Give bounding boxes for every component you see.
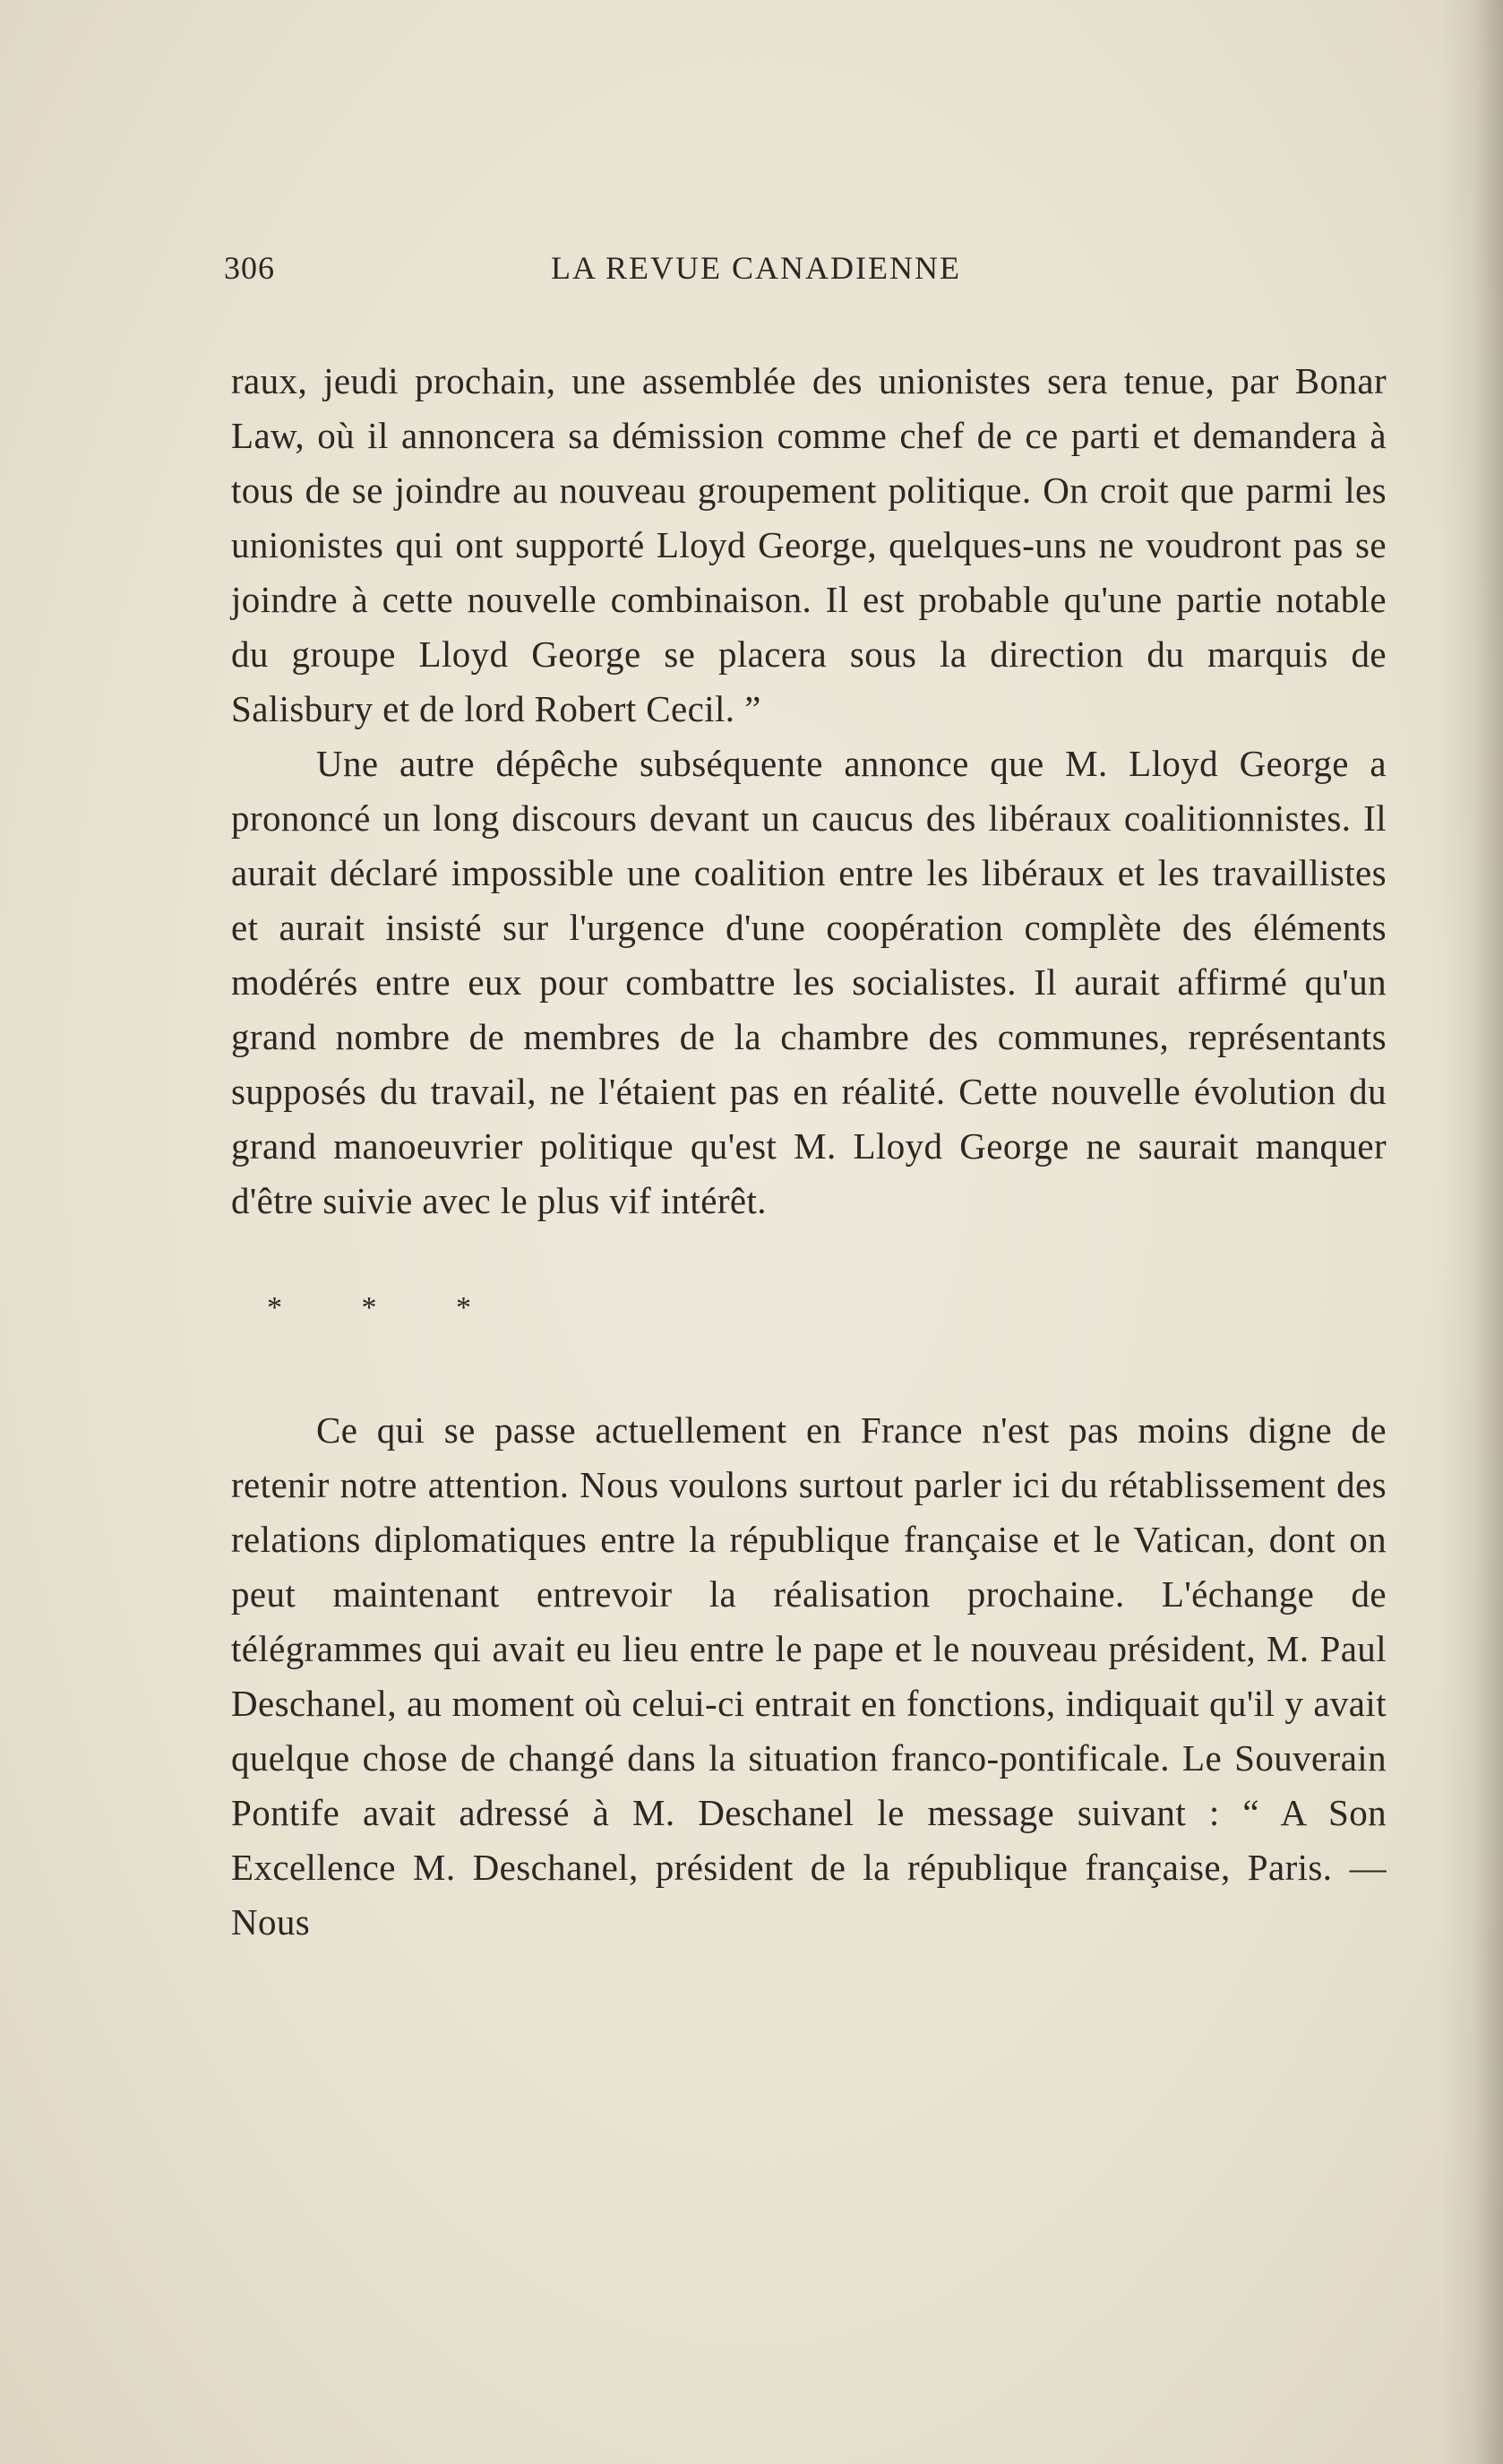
running-head: LA REVUE CANADIENNE bbox=[551, 250, 961, 286]
section-separator: * * * bbox=[267, 1291, 507, 1324]
paragraph: Une autre dépêche subséquente annonce que M. Lloyd George a prononcé un long discours devant un caucus des libéraux coalitionnistes. Il aurait déclaré impossible une coalition entre les libéraux et les travaillistes et aurait insisté sur l'urgence d'une coopération complète des éléments modérés entre eux pour combattre les socialistes. Il aurait affirmé qu'un grand nombre de membres de la chambre des communes, représentants supposés du travail, ne l'étaient pas en réalité. Cette nouvelle évolution du grand manoeuvrier politique qu'est M. Lloyd George ne saurait manquer d'être suivie avec le plus vif intérêt. bbox=[231, 743, 1387, 1221]
paragraph: Ce qui se passe actuellement en France n'est pas moins digne de retenir notre attention. Nous voulons surtout parler ici du rétablissement des relations diplomatiques entre la république française et le Vatican, dont on peut maintenant entrevoir la réalisation prochaine. L'échange de télégrammes qui avait eu lieu entre le pape et le nouveau président, M. Paul Deschanel, au moment où celui-ci entrait en fonctions, indiquait qu'il y avait quelque chose de changé dans la situation franco-pontificale. Le Souverain Pontife avait adressé à M. Deschanel le message suivant : “ A Son Excellence M. Deschanel, président de la république française, Paris. — Nous bbox=[231, 1409, 1387, 1943]
page-number: 306 bbox=[224, 250, 275, 286]
body-text bbox=[231, 354, 1387, 1950]
page-edge-shadow bbox=[1440, 0, 1503, 2464]
paragraph-continuation: raux, jeudi prochain, une assemblée des unionistes sera tenue, par Bonar Law, où il annoncera sa démission comme chef de ce parti et demandera à tous de se joindre au nouveau groupement politique. On croit que parmi les unionistes qui ont supporté Lloyd George, quelques-uns ne voudront pas se joindre à cette nouvelle combinaison. Il est probable qu'une partie notable du groupe Lloyd George se placera sous la direction du marquis de Salisbury et de lord Robert Cecil. ” bbox=[231, 360, 1387, 729]
page-header bbox=[224, 249, 1388, 294]
